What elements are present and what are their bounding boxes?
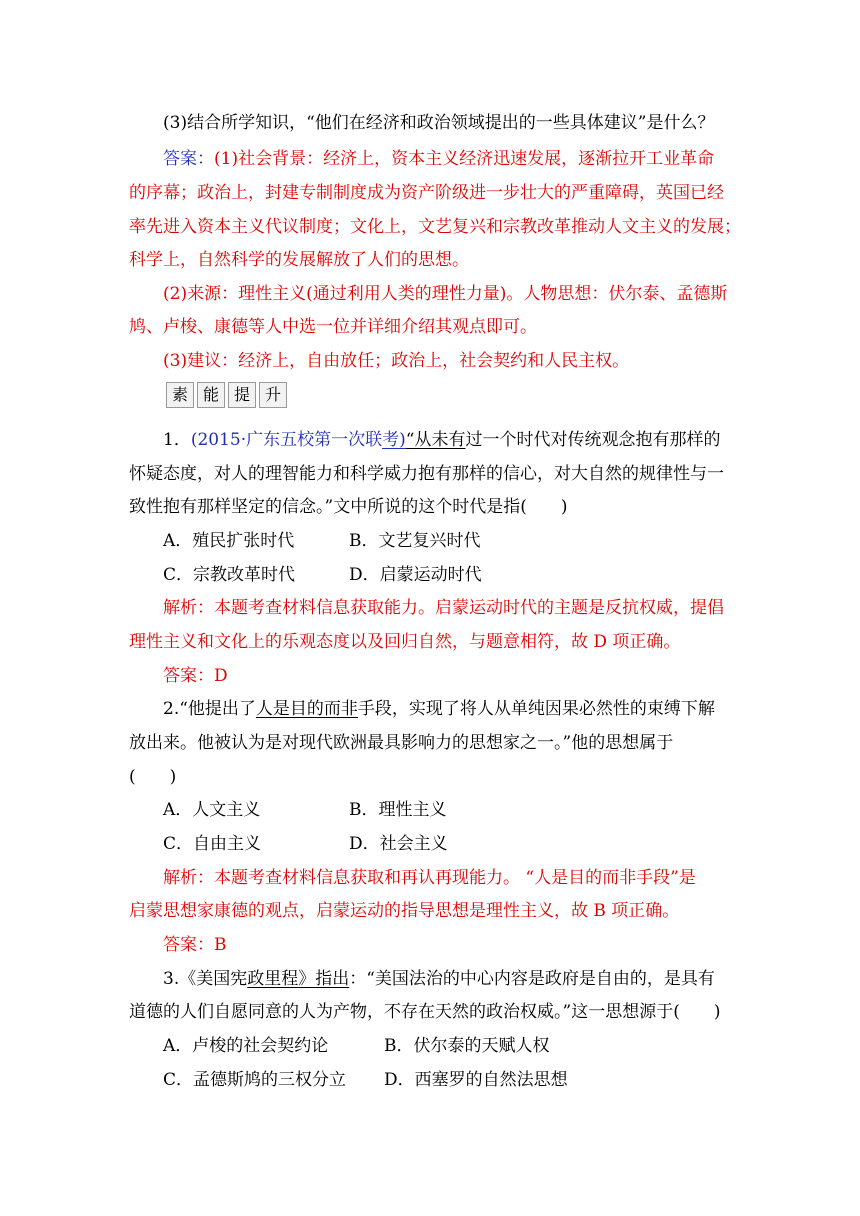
q2-text-underlined: 人是目的而非 [255, 699, 358, 719]
q3-text-a: 3.《美国宪 [163, 969, 248, 989]
q1-option-c: C．宗教改革时代 [163, 565, 296, 585]
q1-number: 1． [163, 430, 191, 450]
q2-line-1 [163, 698, 715, 720]
q2-option-d: D．社会主义 [349, 834, 448, 854]
q2-explanation-1: 解析：本题考查材料信息获取和再认再现能力。 “人是目的而非手段”是 [163, 868, 696, 888]
q1-line-3: 致性抱有那样坚定的信念。”文中所说的这个时代是指( ) [129, 497, 568, 517]
q3-option-b: B．伏尔泰的天赋人权 [384, 1036, 550, 1056]
badge-char-2: 能 [197, 382, 225, 408]
q2-line-2: 放出来。他被认为是对现代欧洲最具影响力的思想家之一。”他的思想属于 [129, 733, 674, 753]
q2-line-3: ( ) [129, 767, 177, 787]
q2-option-c: C．自由主义 [163, 834, 262, 854]
q3-line-2: 道德的人们自愿同意的人为产物，不存在天然的政治权威。”这一思想源于( ) [129, 1002, 721, 1022]
q2-answer: 答案：B [163, 935, 227, 955]
q3-option-d: D．西塞罗的自然法思想 [384, 1070, 568, 1090]
q1-option-b: B．文艺复兴时代 [349, 531, 481, 551]
answer-label: 答案： [163, 149, 214, 169]
prev-answer-line-3: 率先进入资本主义代议制度；文化上，文艺复兴和宗教改革推动人文主义的发展； [129, 217, 741, 237]
badge-char-4: 升 [259, 382, 287, 408]
q1-option-a: A．殖民扩张时代 [163, 531, 295, 551]
q1-answer: 答案：D [163, 666, 228, 686]
q2-text-b: 手段，实现了将人从单纯因果必然性的束缚下解 [357, 699, 715, 719]
q3-option-a: A．卢梭的社会契约论 [163, 1036, 329, 1056]
q2-option-a: A．人文主义 [163, 800, 261, 820]
q1-source: (2015·广东五校第一次联 [190, 430, 383, 450]
q1-line-2: 怀疑态度，对人的理智能力和科学威力抱有那样的信心，对大自然的规律性与一 [129, 464, 724, 484]
prev-answer-line-6: 鸠、卢梭、康德等人中选一位并详细介绍其观点即可。 [129, 317, 537, 337]
q3-option-c: C．孟德斯鸠的三权分立 [163, 1070, 347, 1090]
q3-text-b: ：“美国法治的中心内容是政府是自由的，是具有 [349, 969, 715, 989]
prev-answer-line-2: 的序幕；政治上，封建专制制度成为资产阶级进一步壮大的严重障碍，英国已经 [129, 183, 724, 203]
q1-option-d: D．启蒙运动时代 [349, 565, 482, 585]
section-badge [166, 382, 287, 408]
q2-option-b: B．理性主义 [349, 800, 447, 820]
badge-char-1: 素 [166, 382, 194, 408]
q1-text-underlined: “从未有 [405, 430, 466, 450]
prev-answer-line-1 [163, 148, 714, 170]
q1-line-1 [163, 429, 720, 451]
q2-explanation-2: 启蒙思想家康德的观点，启蒙运动的指导思想是理性主义，故 B 项正确。 [129, 901, 680, 921]
prev-question-3: (3)结合所学知识，“他们在经济和政治领域提出的一些具体建议”是什么？ [163, 113, 715, 133]
prev-answer-line-7: (3)建议：经济上，自由放任；政治上，社会契约和人民主权。 [163, 351, 630, 371]
answer-text: (1)社会背景：经济上，资本主义经济迅速发展，逐渐拉开工业革命 [214, 149, 715, 169]
prev-answer-line-5: (2)来源：理性主义(通过利用人类的理性力量)。人物思想：伏尔泰、孟德斯 [163, 284, 728, 304]
q3-text-underlined: 政里程》指出 [247, 969, 350, 989]
q1-explanation-1: 解析：本题考查材料信息获取能力。启蒙运动时代的主题是反抗权威，提倡 [163, 598, 724, 618]
q1-explanation-2: 理性主义和文化上的乐观态度以及回归自然，与题意相符，故 D 项正确。 [129, 632, 681, 652]
badge-char-3: 提 [228, 382, 256, 408]
q2-text-a: 2.“他提出了 [163, 699, 256, 719]
q3-line-1 [163, 968, 715, 990]
q1-source-end: 考) [382, 430, 406, 450]
prev-answer-line-4: 科学上，自然科学的发展解放了人们的思想。 [129, 250, 469, 270]
q1-text: 过一个时代对传统观念抱有那样的 [465, 430, 721, 450]
